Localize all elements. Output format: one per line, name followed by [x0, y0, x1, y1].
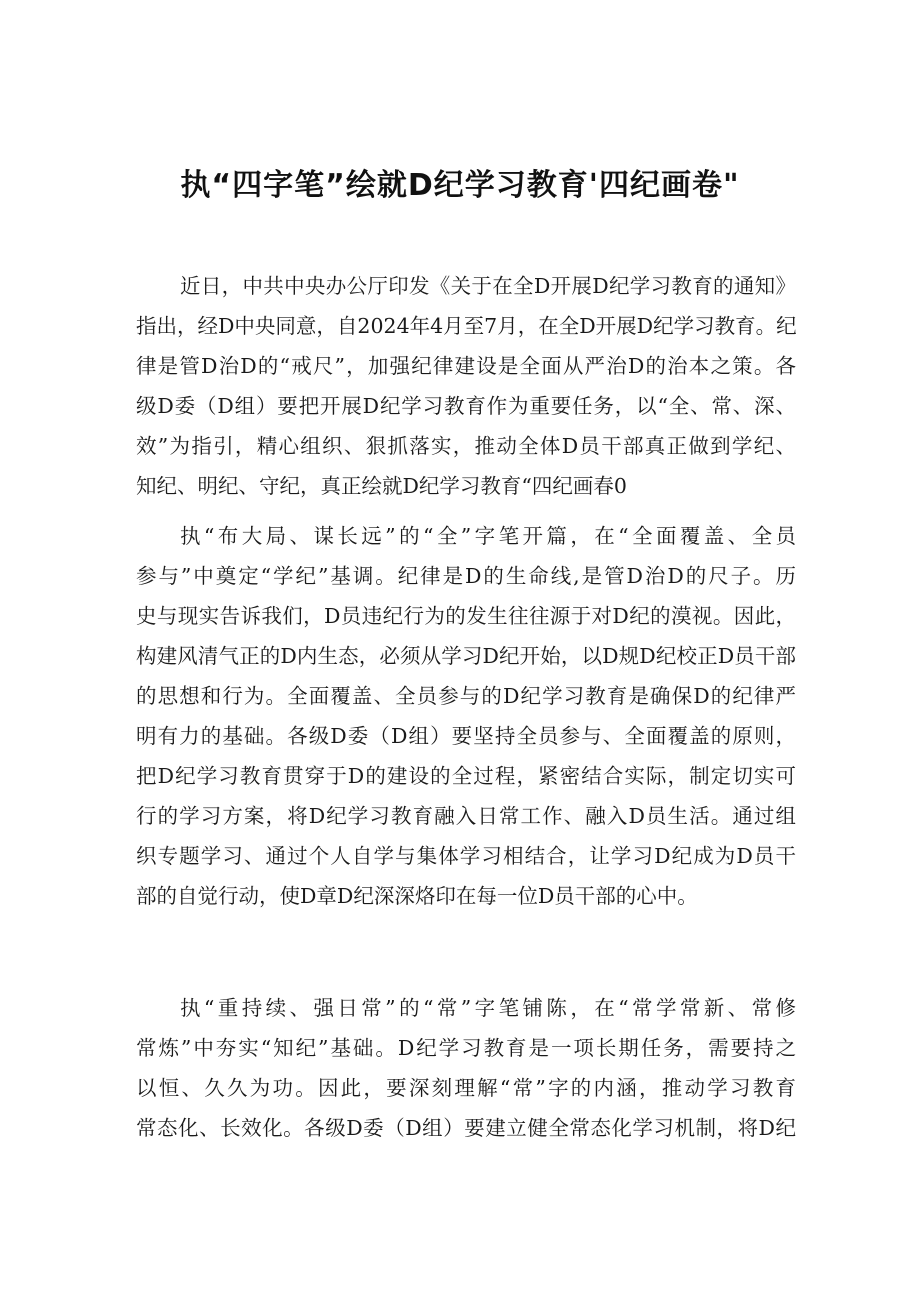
document-title: 执“四字笔”绘就D纪学习教育'四纪画卷"	[180, 168, 740, 203]
paragraph-line: 的思想和行为。全面覆盖、全员参与的D纪学习教育是确保D的纪律严	[136, 684, 796, 708]
paragraph-line: 常炼”中夯实“知纪”基础。D纪学习教育是一项长期任务，需要持之	[136, 1036, 796, 1060]
paragraph-line: 效”为指引，精心组织、狠抓落实，推动全体D员干部真正做到学纪、	[136, 434, 796, 458]
paragraph-quan	[136, 516, 796, 916]
paragraph-line: 律是管D治D的“戒尺”，加强纪律建设是全面从严治D的治本之策。各	[136, 354, 796, 378]
paragraph-line: 指出，经D中央同意，自2024年4月至7月，在全D开展D纪学习教育。纪	[136, 314, 797, 338]
paragraph-line: 级D委（D组）要把开展D纪学习教育作为重要任务，以“全、常、深、	[136, 394, 796, 418]
paragraph-line: 行的学习方案，将D纪学习教育融入日常工作、融入D员生活。通过组	[136, 804, 796, 828]
paragraph-chang	[136, 988, 796, 1148]
paragraph-line: 参与”中奠定“学纪”基调。纪律是D的生命线,是管D治D的尺子。历	[136, 564, 796, 588]
paragraph-line: 执“布大局、谋长远”的“全”字笔开篇，在“全面覆盖、全员	[180, 524, 796, 548]
paragraph-line: 明有力的基础。各级D委（D组）要坚持全员参与、全面覆盖的原则，	[136, 724, 796, 748]
paragraph-line: 近日，中共中央办公厅印发《关于在全D开展D纪学习教育的通知》	[180, 274, 796, 298]
paragraph-line: 史与现实告诉我们，D员违纪行为的发生往往源于对D纪的漠视。因此，	[136, 604, 796, 628]
paragraph-line: 把D纪学习教育贯穿于D的建设的全过程，紧密结合实际，制定切实可	[136, 764, 796, 788]
paragraph-line: 执“重持续、强日常”的“常”字笔铺陈，在“常学常新、常修	[180, 996, 796, 1020]
paragraph-line: 以恒、久久为功。因此，要深刻理解“常”字的内涵，推动学习教育	[136, 1076, 796, 1100]
paragraph-line: 构建风清气正的D内生态，必须从学习D纪开始，以D规D纪校正D员干部	[136, 644, 796, 668]
paragraph-line: 织专题学习、通过个人自学与集体学习相结合，让学习D纪成为D员干	[136, 844, 796, 868]
paragraph-line: 常态化、长效化。各级D委（D组）要建立健全常态化学习机制，将D纪	[136, 1116, 796, 1140]
paragraph-line: 知纪、明纪、守纪，真正绘就D纪学习教育“四纪画春0	[136, 474, 627, 498]
paragraph-intro	[136, 266, 796, 506]
paragraph-line: 部的自觉行动，使D章D纪深深烙印在每一位D员干部的心中。	[136, 884, 698, 908]
